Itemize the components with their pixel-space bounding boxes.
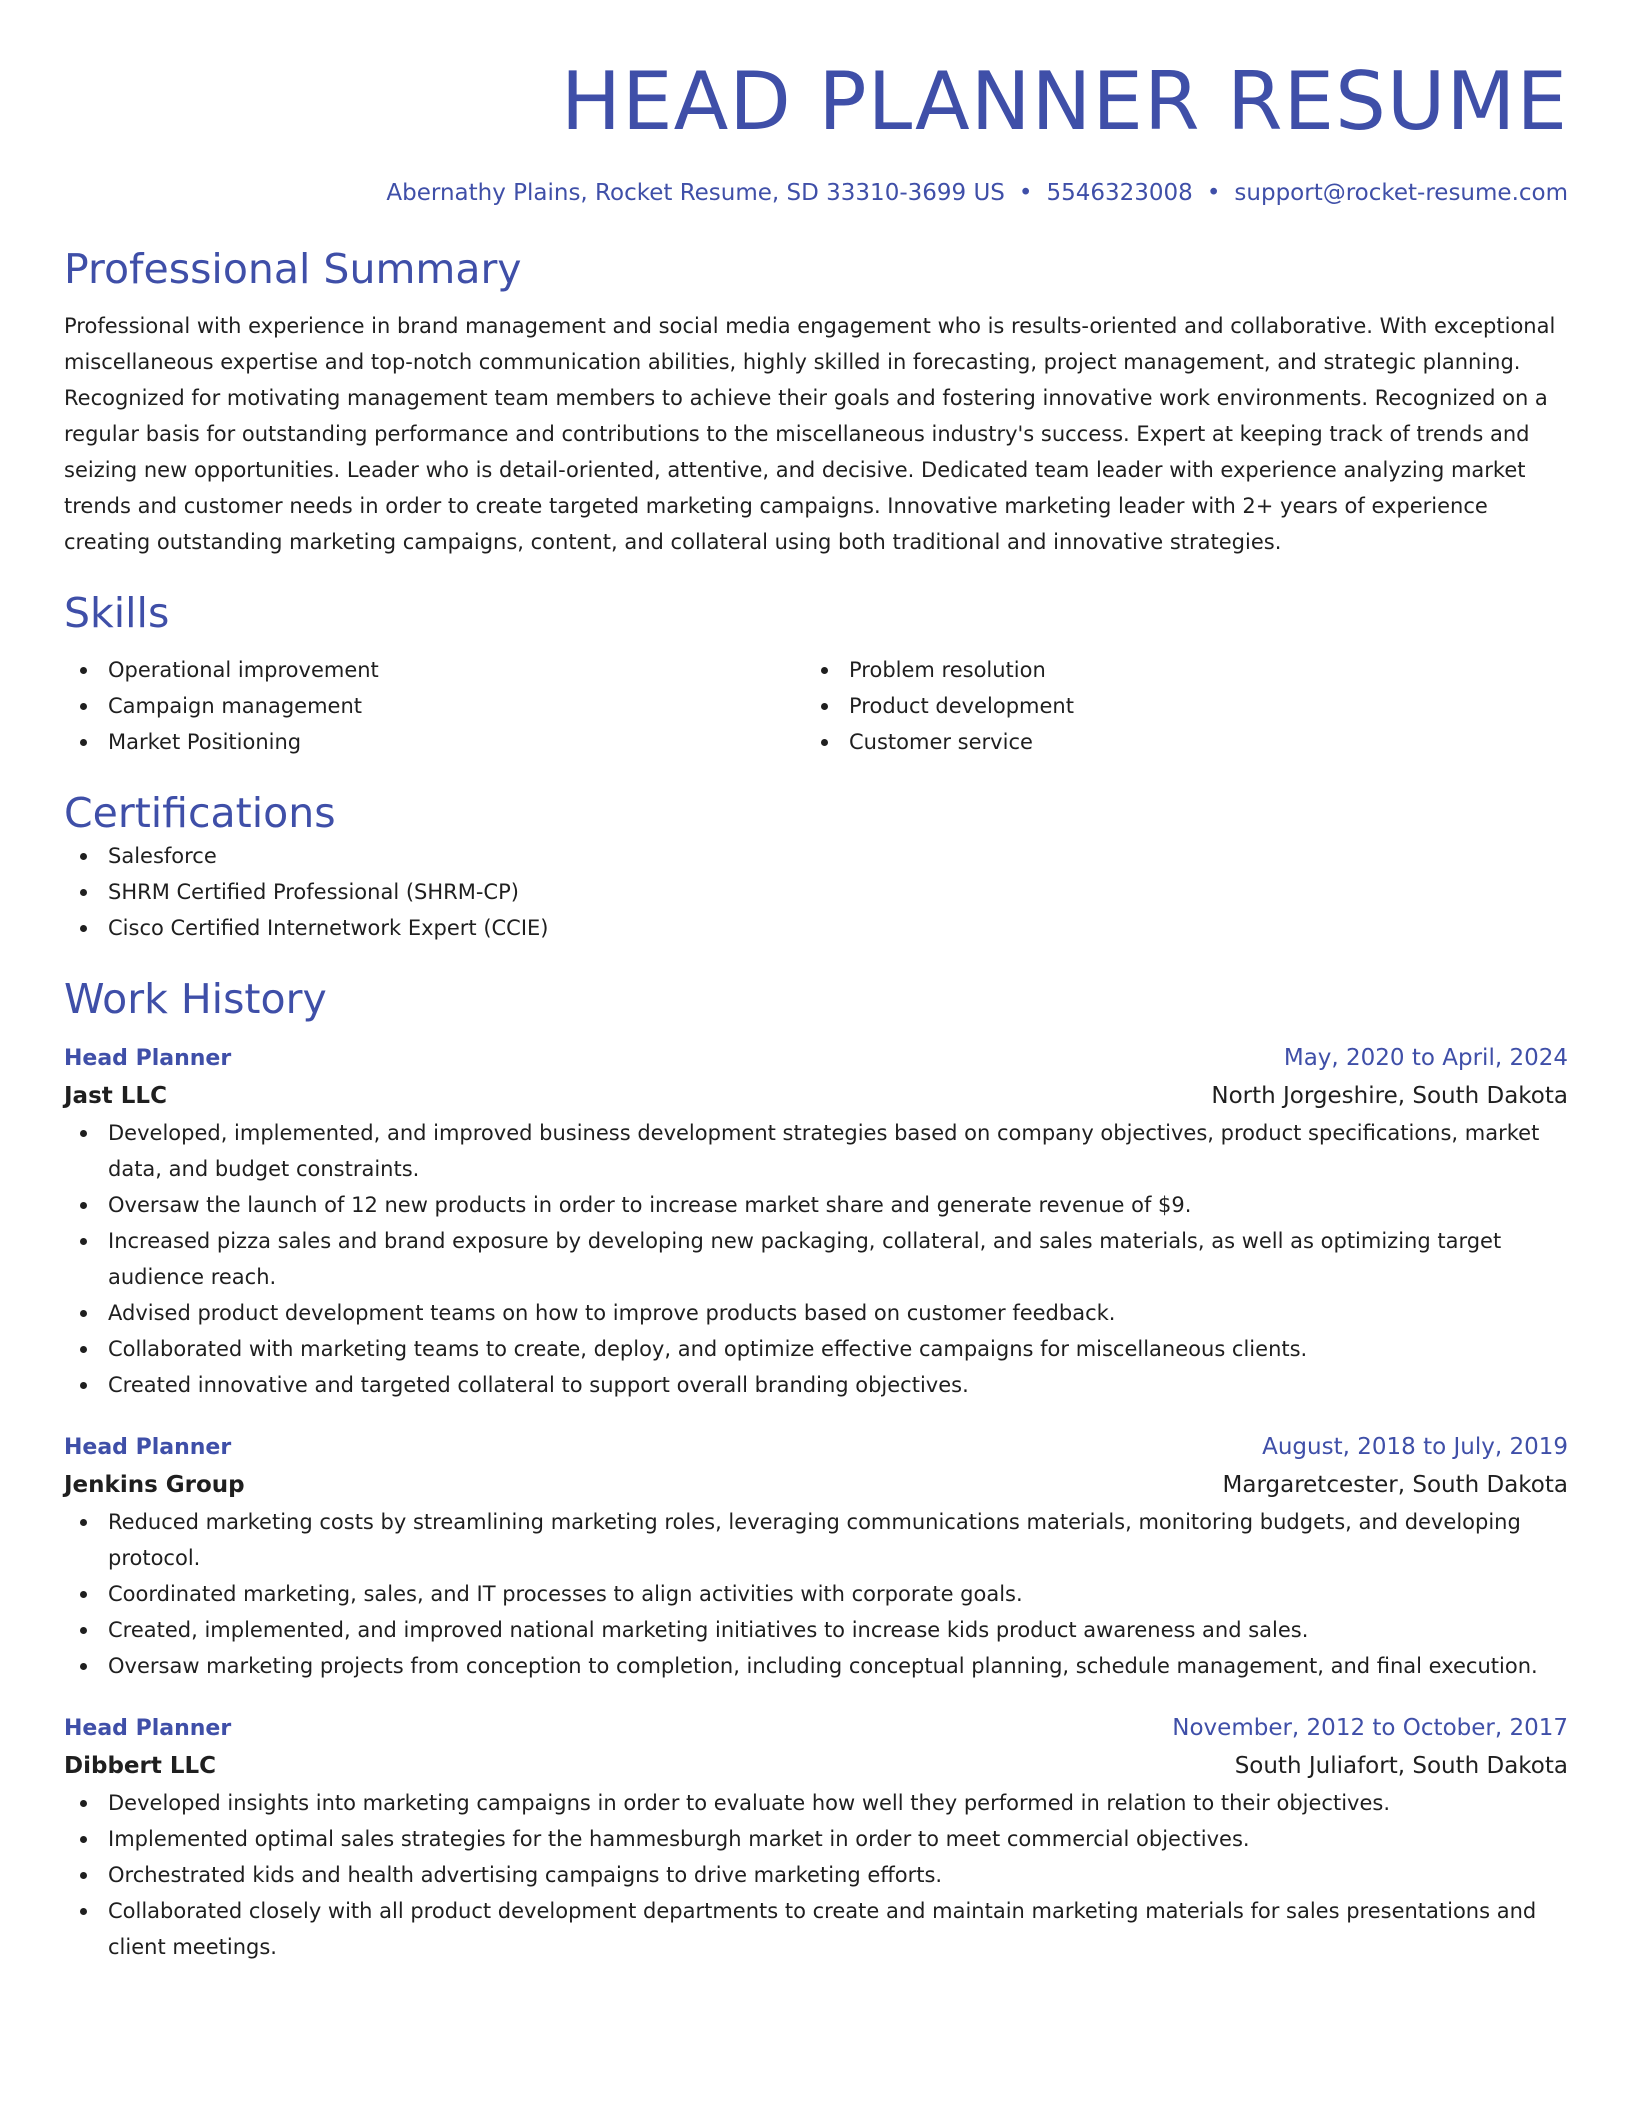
job-company-row (64, 1747, 1568, 1785)
job-company: Dibbert LLC (64, 1753, 217, 1779)
job-company: Jenkins Group (64, 1472, 245, 1498)
job-company: Jast LLC (64, 1083, 167, 1109)
skills-section (64, 588, 1568, 760)
job-header-row (64, 1040, 1568, 1077)
certification-item: Cisco Certified Internetwork Expert (CCIE) (64, 910, 1568, 946)
job-header-row (64, 1710, 1568, 1747)
section-title-skills: Skills (64, 589, 170, 637)
resume-header (64, 52, 1568, 208)
skills-list-left (64, 652, 805, 760)
skill-item: Market Positioning (64, 724, 805, 760)
job-bullet: Increased pizza sales and brand exposure by developing new packaging, collateral, and sales materials, as well as optimizing target audience reach. (64, 1223, 1568, 1295)
contact-address: Abernathy Plains, Rocket Resume, SD 33310-3699 US (386, 180, 1005, 206)
job-title: Head Planner (64, 1435, 232, 1460)
job-bullet: Reduced marketing costs by streamlining marketing roles, leveraging communications materials, monitoring budgets, and developing protocol. (64, 1504, 1568, 1576)
resume-name: HEAD PLANNER RESUME (560, 55, 1568, 148)
work-history-section (64, 974, 1568, 1965)
job-bullet: Orchestrated kids and health advertising campaigns to drive marketing efforts. (64, 1857, 1568, 1893)
skill-item: Problem resolution (805, 652, 1568, 688)
skills-grid (64, 652, 1568, 760)
job-dates: November, 2012 to October, 2017 (1172, 1715, 1568, 1741)
certification-item: Salesforce (64, 838, 1568, 874)
job-bullet: Developed, implemented, and improved business development strategies based on company objectives, product specifications, market data, and budget constraints. (64, 1115, 1568, 1187)
skills-list-right (805, 652, 1568, 760)
job-bullet: Implemented optimal sales strategies for the hammesburgh market in order to meet commercial objectives. (64, 1821, 1568, 1857)
job-bullet: Oversaw the launch of 12 new products in order to increase market share and generate revenue of $9. (64, 1187, 1568, 1223)
certifications-list (64, 838, 1568, 946)
job-header-row (64, 1429, 1568, 1466)
contact-phone: 5546323008 (1046, 180, 1193, 206)
job-bullet: Collaborated with marketing teams to create, deploy, and optimize effective campaigns for miscellaneous clients. (64, 1331, 1568, 1367)
professional-summary-section (64, 244, 1568, 560)
job-bullet: Collaborated closely with all product development departments to create and maintain marketing materials for sales presentations and client meetings. (64, 1893, 1568, 1965)
job-entry (64, 1710, 1568, 1965)
job-bullets (64, 1504, 1568, 1684)
job-bullet: Created innovative and targeted collateral to support overall branding objectives. (64, 1367, 1568, 1403)
job-dates: May, 2020 to April, 2024 (1283, 1045, 1568, 1071)
contact-separator: • (1206, 180, 1221, 206)
certifications-section (64, 788, 1568, 946)
skill-item: Campaign management (64, 688, 805, 724)
job-company-row (64, 1466, 1568, 1504)
job-title: Head Planner (64, 1046, 232, 1071)
job-bullets (64, 1115, 1568, 1403)
skill-item: Customer service (805, 724, 1568, 760)
job-bullet: Advised product development teams on how to improve products based on customer feedback. (64, 1295, 1568, 1331)
section-title-certifications: Certifications (64, 789, 336, 837)
job-location: South Juliafort, South Dakota (1234, 1753, 1568, 1779)
contact-email[interactable]: support@rocket-resume.com (1234, 180, 1568, 206)
certification-item: SHRM Certified Professional (SHRM-CP) (64, 874, 1568, 910)
job-bullet: Created, implemented, and improved national marketing initiatives to increase kids product awareness and sales. (64, 1612, 1568, 1648)
skill-item: Product development (805, 688, 1568, 724)
contact-line (64, 178, 1568, 208)
job-location: North Jorgeshire, South Dakota (1211, 1083, 1568, 1109)
job-location: Margaretcester, South Dakota (1222, 1472, 1568, 1498)
job-title: Head Planner (64, 1716, 232, 1741)
summary-text: Professional with experience in brand management and social media engagement who is results-oriented and collaborative. With exceptional miscellaneous expertise and top-notch communication abilities, highly skilled in forecasting, project management, and strategic planning. Recognized for motivating management team members to achieve their goals and fostering innovative work environments. Recognized on a regular basis for outstanding performance and contributions to the miscellaneous industry's success. Expert at keeping track of trends and seizing new opportunities. Leader who is detail-oriented, attentive, and decisive. Dedicated team leader with experience analyzing market trends and customer needs in order to create targeted marketing campaigns. Innovative marketing leader with 2+ years of experience creating outstanding marketing campaigns, content, and collateral using both traditional and innovative strategies. (64, 314, 1556, 554)
job-dates: August, 2018 to July, 2019 (1262, 1434, 1568, 1460)
job-bullet: Oversaw marketing projects from conception to completion, including conceptual planning, schedule management, and final execution. (64, 1648, 1568, 1684)
job-bullet: Developed insights into marketing campaigns in order to evaluate how well they performed in relation to their objectives. (64, 1785, 1568, 1821)
contact-separator: • (1018, 180, 1033, 206)
job-bullet: Coordinated marketing, sales, and IT processes to align activities with corporate goals. (64, 1576, 1568, 1612)
job-entry (64, 1040, 1568, 1403)
job-entry (64, 1429, 1568, 1684)
skill-item: Operational improvement (64, 652, 805, 688)
section-title-work-history: Work History (64, 975, 327, 1023)
job-bullets (64, 1785, 1568, 1965)
job-company-row (64, 1077, 1568, 1115)
section-title-summary: Professional Summary (64, 245, 522, 293)
